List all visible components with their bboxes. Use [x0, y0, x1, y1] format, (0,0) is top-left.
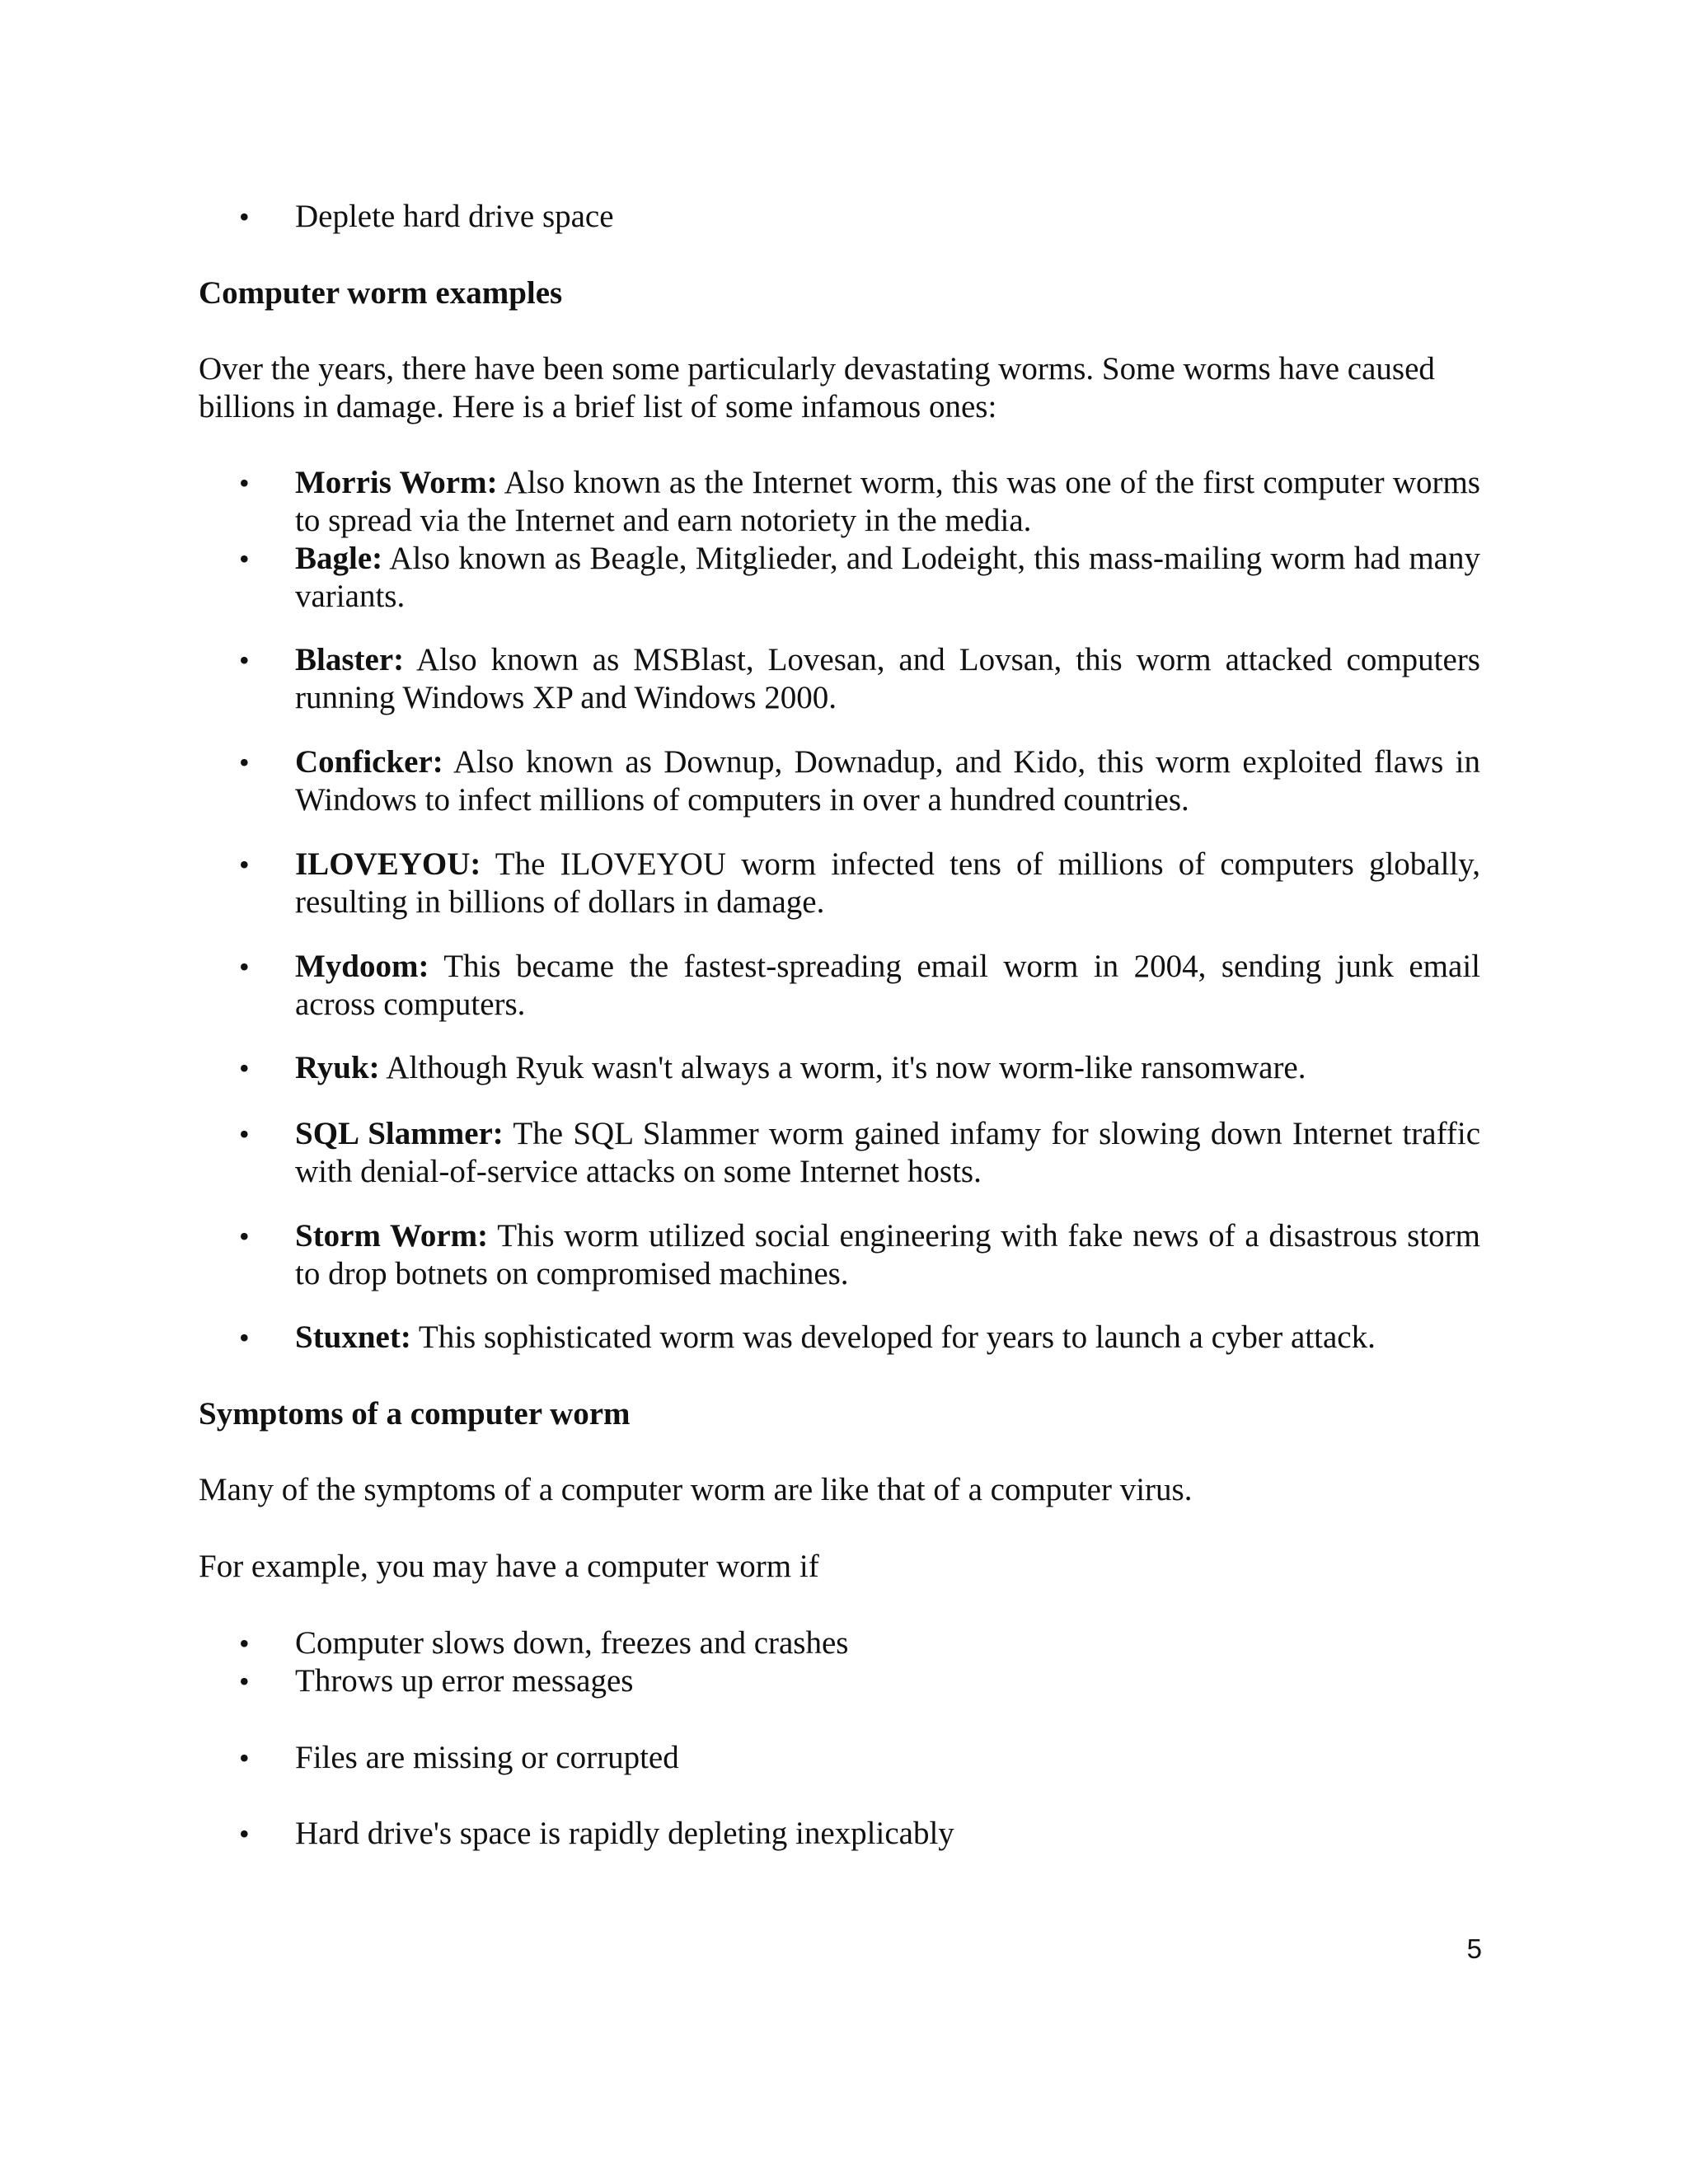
- worm-description: This became the fastest-spreading email worm in 2004, sending junk email across computers.: [295, 949, 1480, 1022]
- bullet-icon: •: [239, 542, 250, 575]
- bullet-icon: •: [239, 746, 250, 779]
- bullet-icon: •: [239, 950, 250, 983]
- worm-name: Stuxnet:: [295, 1319, 411, 1355]
- worm-name: SQL Slammer:: [295, 1116, 504, 1151]
- worm-list-item: [295, 1217, 1480, 1293]
- worm-description: Also known as MSBlast, Lovesan, and Lovsan, this worm attacked computers running Windows XP and Windows 2000.: [295, 642, 1480, 715]
- worm-description: Although Ryuk wasn't always a worm, it's now worm-like ransomware.: [379, 1050, 1306, 1085]
- worm-description: This worm utilized social engineering with fake news of a disastrous storm to drop botnets on compromised machines.: [295, 1218, 1480, 1291]
- bullet-icon: •: [239, 1052, 250, 1085]
- symptom-list-item: Throws up error messages: [295, 1663, 634, 1699]
- worm-description: The ILOVEYOU worm infected tens of millions of computers globally, resulting in billions of dollars in damage.: [295, 846, 1480, 920]
- worm-name: Morris Worm:: [295, 465, 498, 500]
- worm-list-item: [295, 641, 1480, 717]
- bullet-icon: •: [239, 848, 250, 881]
- worm-list-item: [295, 1049, 1480, 1087]
- top-list-item: Deplete hard drive space: [295, 199, 614, 234]
- symptoms-paragraph: For example, you may have a computer worm if: [199, 1549, 819, 1584]
- bullet-icon: •: [239, 200, 250, 233]
- worm-name: Ryuk:: [295, 1050, 380, 1085]
- page-number: 5: [1466, 1933, 1482, 1964]
- worm-list-item: [295, 948, 1480, 1024]
- worm-description: Also known as the Internet worm, this was one of the first computer worms to spread via the Internet and earn notoriety in the media.: [295, 465, 1480, 538]
- worm-name: Storm Worm:: [295, 1218, 489, 1254]
- worm-description: Also known as Downup, Downadup, and Kido, this worm exploited flaws in Windows to infect millions of computers in over a hundred countries.: [295, 744, 1480, 818]
- worm-name: Bagle:: [295, 541, 383, 576]
- bullet-icon: •: [239, 1220, 250, 1253]
- worm-name: ILOVEYOU:: [295, 846, 481, 882]
- worm-description: This sophisticated worm was developed for years to launch a cyber attack.: [410, 1319, 1376, 1355]
- worm-list-item: [295, 540, 1480, 616]
- bullet-icon: •: [239, 1665, 250, 1698]
- bullet-icon: •: [239, 1627, 250, 1660]
- worm-name: Blaster:: [295, 642, 405, 677]
- symptom-list-item: Computer slows down, freezes and crashes: [295, 1625, 849, 1661]
- bullet-icon: •: [239, 644, 250, 677]
- section-heading-examples: Computer worm examples: [199, 275, 563, 311]
- worm-list-item: [295, 846, 1480, 921]
- symptom-list-item: Hard drive's space is rapidly depleting inexplicably: [295, 1816, 954, 1851]
- worm-description: Also known as Beagle, Mitglieder, and Lodeight, this mass-mailing worm had many variants.: [295, 541, 1480, 614]
- worm-list-item: [295, 1115, 1480, 1191]
- worm-name: Conficker:: [295, 744, 443, 780]
- bullet-icon: •: [239, 1817, 250, 1850]
- bullet-icon: •: [239, 1118, 250, 1151]
- worm-list-item: [295, 743, 1480, 819]
- worm-name: Mydoom:: [295, 949, 429, 984]
- bullet-icon: •: [239, 1741, 250, 1774]
- worm-list-item: [295, 464, 1480, 540]
- symptoms-paragraph: Many of the symptoms of a computer worm are like that of a computer virus.: [199, 1472, 1193, 1507]
- symptom-list-item: Files are missing or corrupted: [295, 1740, 679, 1775]
- bullet-icon: •: [239, 466, 250, 499]
- examples-intro-paragraph: Over the years, there have been some particularly devastating worms. Some worms have caused billions in damage. Here is a brief list of some infamous ones:: [199, 351, 1435, 424]
- worm-list-item: [295, 1319, 1480, 1357]
- worm-description: The SQL Slammer worm gained infamy for slowing down Internet traffic with denial-of-service attacks on some Internet hosts.: [295, 1116, 1481, 1189]
- section-heading-symptoms: Symptoms of a computer worm: [199, 1396, 631, 1432]
- bullet-icon: •: [239, 1321, 250, 1354]
